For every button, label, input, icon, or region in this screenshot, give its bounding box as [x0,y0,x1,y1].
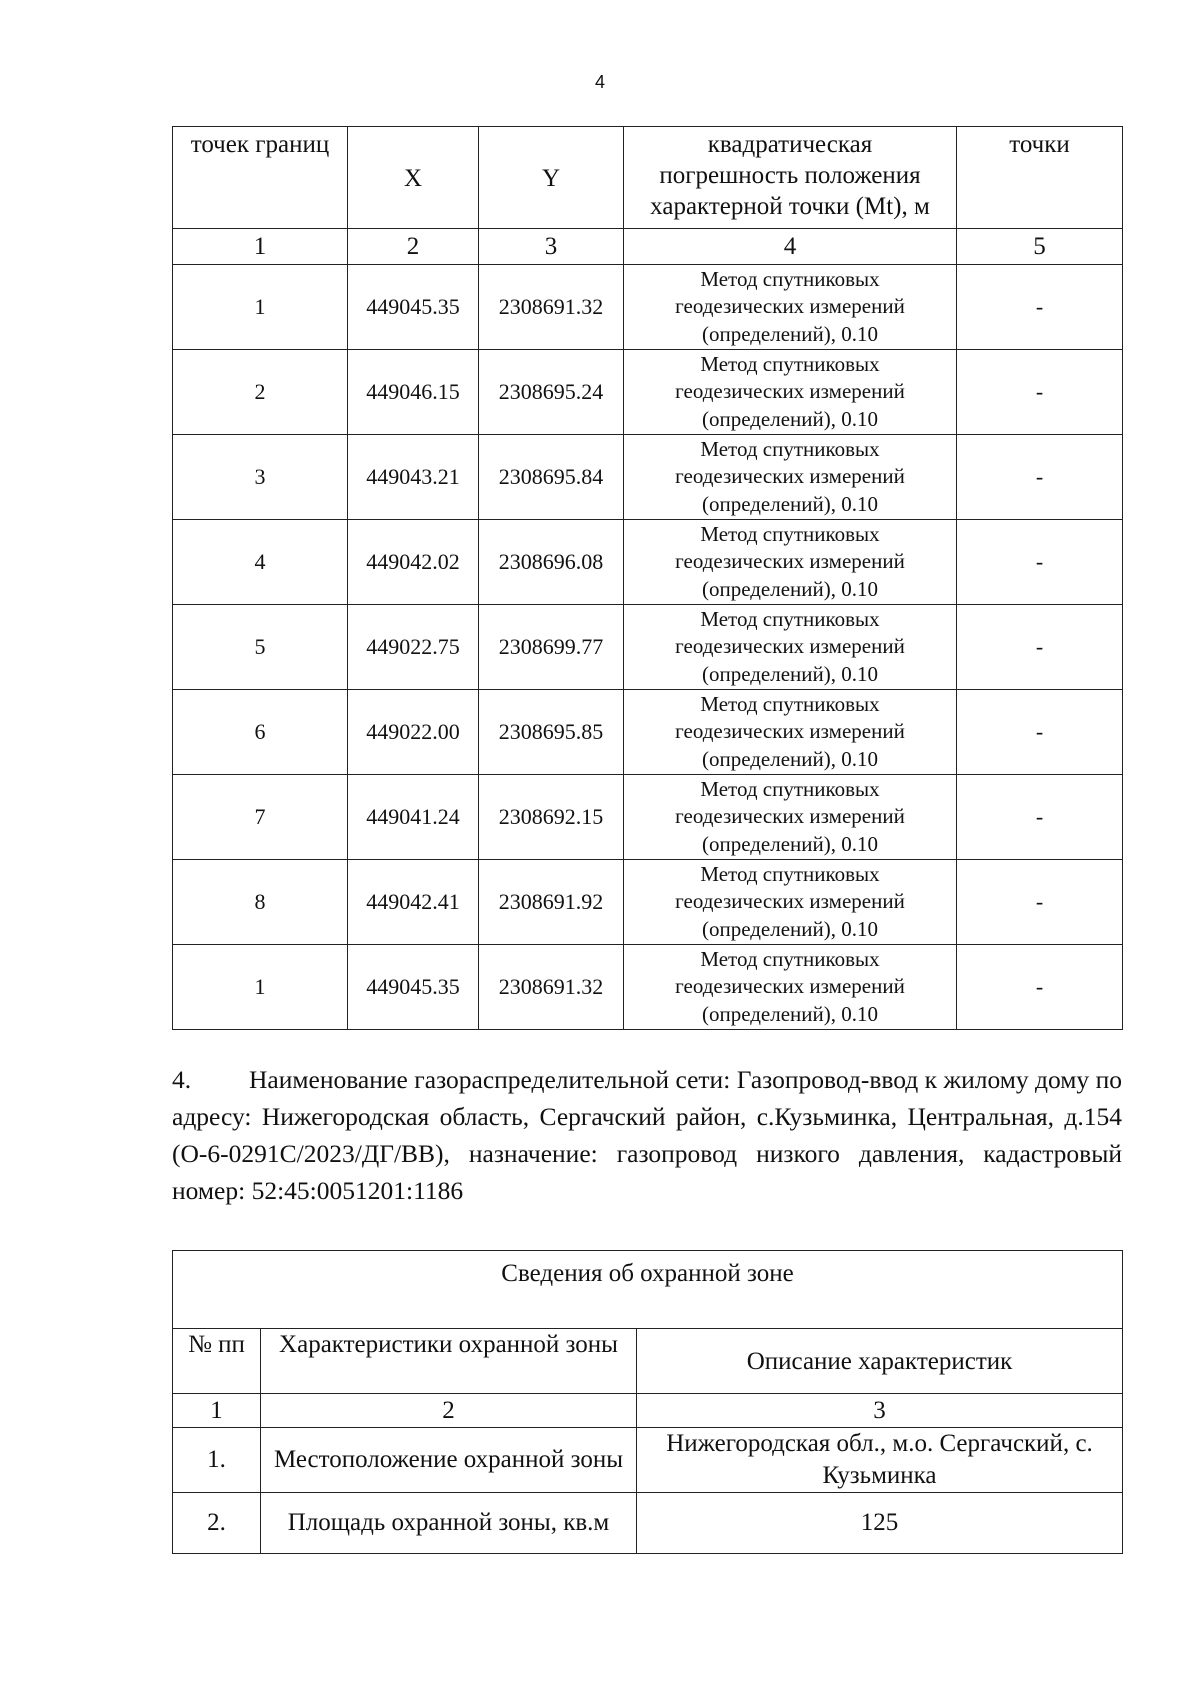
zone-row-number: 1. [173,1428,261,1493]
coordinate-row [173,520,1123,605]
zone-row-value: Нижегородская обл., м.о. Сергачский, с. Кузьминка [637,1428,1123,1493]
coordinate-y: 2308695.85 [479,690,624,775]
section-text: Наименование газораспределительной сети: Газопровод-ввод к жилому дому по адресу: Нижегородская область, Сергачский район, с.Кузьминка, Центральная, д.154 (О-6-0291С/2023/ДГ/ВВ), назначение: газопровод низкого давления, кадастровый номер: 52:45:0051201:1186 [172,1065,1122,1205]
point-number: 7 [173,775,348,860]
method-line: (определений), 0.10 [701,661,879,686]
column-number: 1 [173,229,348,265]
column-number: 2 [348,229,479,265]
method-line: Метод спутниковых [700,776,880,801]
method-line: (определений), 0.10 [701,746,879,771]
method-line: геодезических измерений [675,464,905,489]
method-line: (определений), 0.10 [701,491,879,516]
point-description: - [957,265,1123,350]
coordinate-x: 449022.00 [348,690,479,775]
method-line: (определений), 0.10 [701,321,879,346]
coordinate-y: 2308691.92 [479,860,624,945]
zone-row-name: Местоположение охранной зоны [261,1428,637,1493]
coordinate-y: 2308691.32 [479,945,624,1030]
coordinate-y: 2308696.08 [479,520,624,605]
page-number: 4 [594,72,605,92]
zone-row-area [173,1493,1123,1554]
coordinates-table [172,126,1123,1030]
header-accuracy-line2: погрешность положения [659,162,921,189]
method-line: геодезических измерений [675,634,905,659]
point-number: 1 [173,945,348,1030]
method-line: (определений), 0.10 [701,831,879,856]
method-line: (определений), 0.10 [701,576,879,601]
zone-row-number: 2. [173,1493,261,1554]
coordinates-column-numbers [173,229,1123,265]
method-line: Метод спутниковых [700,606,880,631]
coordinate-x: 449042.41 [348,860,479,945]
point-description: - [957,775,1123,860]
point-description: - [957,945,1123,1030]
method-line: геодезических измерений [675,889,905,914]
method-line: геодезических измерений [675,719,905,744]
method-line: Метод спутниковых [700,521,880,546]
column-number: 1 [173,1394,261,1428]
method-line: Метод спутниковых [700,861,880,886]
method-line: Метод спутниковых [700,436,880,461]
column-number: 5 [957,229,1123,265]
header-accuracy [624,127,957,229]
coordinate-x: 449043.21 [348,435,479,520]
point-number: 6 [173,690,348,775]
protection-zone-table [172,1250,1123,1554]
point-number: 2 [173,350,348,435]
point-number: 3 [173,435,348,520]
measurement-method [624,945,957,1030]
measurement-method [624,605,957,690]
coordinate-row [173,945,1123,1030]
point-description: - [957,350,1123,435]
column-number: 2 [261,1394,637,1428]
measurement-method [624,435,957,520]
coordinate-x: 449022.75 [348,605,479,690]
header-accuracy-line3: характерной точки (Mt), м [650,193,930,220]
coordinate-row [173,860,1123,945]
zone-row-value: 125 [637,1493,1123,1554]
zone-row-location [173,1428,1123,1493]
coordinate-row [173,690,1123,775]
coordinate-x: 449045.35 [348,945,479,1030]
point-description: - [957,520,1123,605]
method-line: геодезических измерений [675,549,905,574]
header-point-description: точки [957,127,1123,229]
point-number: 4 [173,520,348,605]
method-line: (определений), 0.10 [701,916,879,941]
point-description: - [957,605,1123,690]
method-line: геодезических измерений [675,294,905,319]
coordinate-y: 2308695.24 [479,350,624,435]
header-number: № пп [173,1329,261,1394]
column-number: 3 [479,229,624,265]
coordinate-x: 449041.24 [348,775,479,860]
coordinate-row [173,350,1123,435]
zone-column-numbers [173,1394,1123,1428]
measurement-method [624,350,957,435]
coordinates-body [173,265,1123,1030]
method-line: Метод спутниковых [700,691,880,716]
coordinate-x: 449042.02 [348,520,479,605]
column-number: 3 [637,1394,1123,1428]
coordinate-y: 2308692.15 [479,775,624,860]
zone-table-header-row [173,1329,1123,1394]
coordinate-row [173,775,1123,860]
point-number: 5 [173,605,348,690]
header-x: X [348,127,479,229]
method-line: Метод спутниковых [700,351,880,376]
header-boundary-points: точек границ [173,127,348,229]
measurement-method [624,860,957,945]
point-number: 1 [173,265,348,350]
measurement-method [624,775,957,860]
method-line: Метод спутниковых [700,266,880,291]
header-accuracy-line1: квадратическая [707,131,873,158]
column-number: 4 [624,229,957,265]
coordinate-row [173,265,1123,350]
coordinate-row [173,605,1123,690]
zone-row-name: Площадь охранной зоны, кв.м [261,1493,637,1554]
measurement-method [624,520,957,605]
coordinate-y: 2308695.84 [479,435,624,520]
coordinate-row [173,435,1123,520]
method-line: геодезических измерений [675,974,905,999]
coordinates-header-row [173,127,1123,229]
method-line: (определений), 0.10 [701,1001,879,1026]
header-characteristics: Характеристики охранной зоны [261,1329,637,1394]
point-description: - [957,860,1123,945]
method-line: геодезических измерений [675,379,905,404]
coordinate-x: 449045.35 [348,265,479,350]
point-number: 8 [173,860,348,945]
zone-table-title: Сведения об охранной зоне [173,1251,1123,1329]
header-y: Y [479,127,624,229]
point-description: - [957,690,1123,775]
coordinate-x: 449046.15 [348,350,479,435]
method-line: геодезических измерений [675,804,905,829]
coordinate-y: 2308699.77 [479,605,624,690]
header-description: Описание характеристик [637,1329,1123,1394]
section-number: 4. [172,1065,192,1094]
method-line: (определений), 0.10 [701,406,879,431]
zone-table-title-row [173,1251,1123,1329]
method-line: Метод спутниковых [700,946,880,971]
point-description: - [957,435,1123,520]
measurement-method [624,690,957,775]
coordinate-y: 2308691.32 [479,265,624,350]
section-4-paragraph [172,1061,1122,1209]
measurement-method [624,265,957,350]
